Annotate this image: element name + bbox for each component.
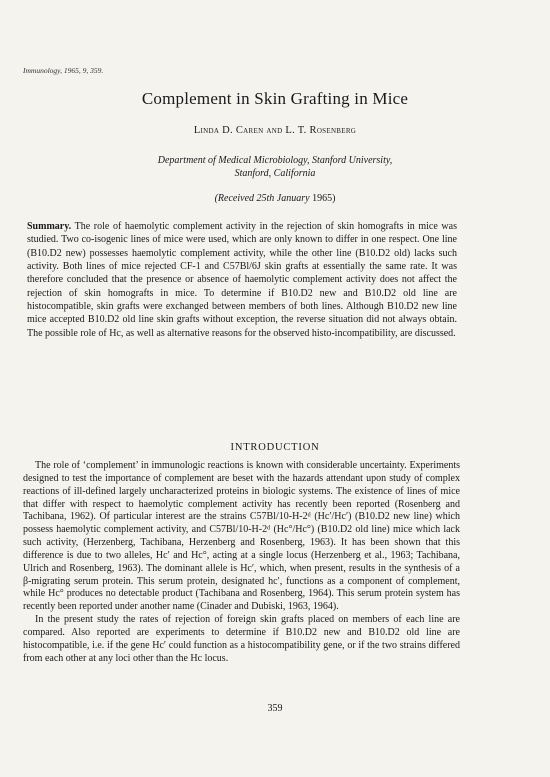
intro-paragraph-1: The role of ‘complement’ in immunologic reactions is known with considerable uncertainty. Experiments designed to test the importance of complement are beset with the hazards attendant upon study of complex reactions of ill-defined largely uncharacterized proteins in biologic systems. The existence of lines of mice that differ with respect to haemolytic complement activity has recently been reported (Rosenberg and Tachibana, 1962). Of particular interest are the strains C57Bl/10-H-2ᵈ (Hc′/Hc′) (B10.D2 new line) which possess haemolytic complement activity, and C57Bl/10-H-2ᵈ (Hc°/Hc°) (B10.D2 old line) mice which lack such activity, (Herzenberg, Tachibana, Herzenberg and Rosenberg, 1963). It has been shown that this difference is due to two alleles, Hc′ and Hc°, acting at a single locus (Herzenberg et al., 1963; Tachibana, Ulrich and Rosenberg, 1963). The dominant allele is Hc′, which, when present, results in the synthesis of a β-migrating serum protein. This serum protein, designated hc′, functions as a component of complement, while Hc° produces no detectable product (Tachibana and Rosenberg, 1964). This serum protein system has recently been reported under another name (Cinader and Dubiski, 1963, 1964). bbox=[23, 460, 460, 613]
intro-paragraph-2: In the present study the rates of rejection of foreign skin grafts placed on members of each line are compared. Also reported are experiments to determine if B10.D2 new and B10.D2 old line are histocompatible, i.e. if the gene Hc′ could function as a histocompatibility gene, or if the two strains differed from each other at any loci other than the Hc locus. bbox=[23, 614, 460, 664]
received-label: (Received 25th January bbox=[214, 193, 310, 204]
received-date bbox=[0, 193, 550, 204]
section-heading-introduction: INTRODUCTION bbox=[230, 442, 320, 453]
journal-citation: Immunology, 1965, 9, 359. bbox=[23, 66, 104, 75]
introduction-body bbox=[23, 460, 460, 666]
affiliation bbox=[0, 154, 550, 180]
affiliation-line-1: Department of Medical Microbiology, Stanford University, bbox=[157, 155, 393, 166]
affiliation-line-2: Stanford, California bbox=[234, 168, 316, 179]
article-title: Complement in Skin Grafting in Mice bbox=[141, 89, 409, 108]
author-line: Linda D. Caren and L. T. Rosenberg bbox=[193, 125, 357, 136]
summary-paragraph bbox=[27, 220, 457, 340]
summary-text: The role of haemolytic complement activity in the rejection of skin homografts in mice was studied. Two co-isogenic lines of mice were used, which are only known to differ in one respect. One line (B10.D2 new) possesses haemolytic complement activity, while the other line (B10.D2 old) lacks such activity. Both lines of mice rejected CF-1 and C57Bl/6J skin grafts at essentially the same rate. It was therefore concluded that the presence or absence of haemolytic complement activity does not affect the rejection of skin homografts in mice. To determine if B10.D2 new and B10.D2 old line are histocompatible, skin grafts were exchanged between members of both lines. Although B10.D2 new line mice accepted B10.D2 old line skin grafts without exception, the reverse situation did not always obtain. The possible role of Hc, as well as alternative reasons for the observed histo-incompatibility, are discussed. bbox=[27, 221, 457, 339]
page-number: 359 bbox=[267, 703, 283, 714]
summary-label: Summary. bbox=[27, 221, 72, 232]
received-year: 1965) bbox=[312, 193, 336, 204]
